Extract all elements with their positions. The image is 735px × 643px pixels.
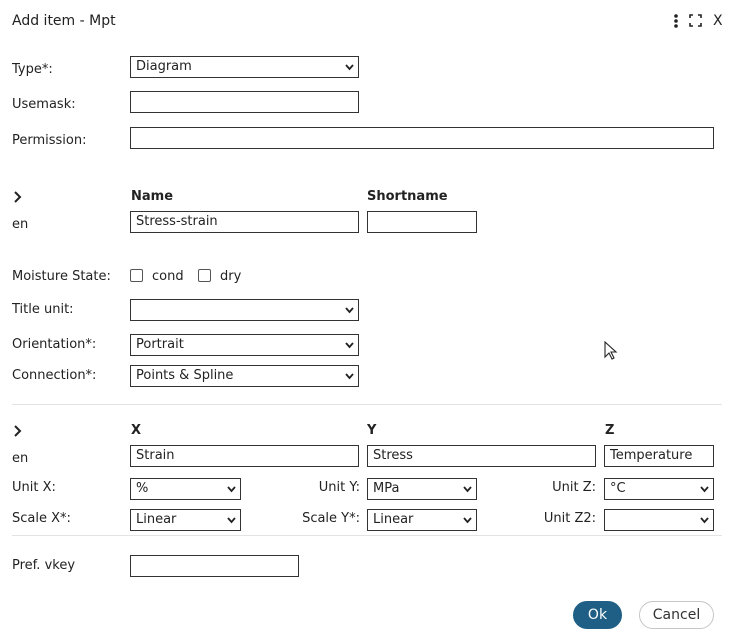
unit-y-value: MPa: [373, 481, 400, 496]
orientation-label: Orientation*:: [12, 337, 97, 352]
scale-y-label: Scale Y*:: [302, 511, 360, 526]
unit-x-label: Unit X:: [12, 480, 56, 495]
cancel-button[interactable]: Cancel: [639, 601, 714, 629]
usemask-input[interactable]: [130, 91, 359, 113]
unit-z-select[interactable]: [604, 478, 714, 500]
unit-z-label: Unit Z:: [552, 480, 596, 495]
title-unit-select[interactable]: [130, 299, 359, 321]
type-label: Type*:: [12, 62, 53, 77]
usemask-label: Usemask:: [12, 97, 76, 112]
x-header: X: [131, 423, 142, 438]
orientation-value: Portrait: [136, 337, 184, 352]
chevron-down-icon: [345, 306, 353, 314]
shortname-header: Shortname: [367, 189, 448, 204]
y-header: Y: [367, 423, 377, 438]
chevron-down-icon: [345, 63, 353, 71]
dry-checkbox[interactable]: [198, 269, 211, 282]
shortname-input[interactable]: [367, 211, 477, 233]
unit-y-select[interactable]: [367, 478, 477, 500]
mouse-cursor-icon: [604, 341, 618, 361]
chevron-down-icon: [700, 485, 708, 493]
dry-label: dry: [220, 269, 242, 284]
chevron-down-icon: [345, 372, 353, 380]
z-input[interactable]: Temperature: [604, 445, 714, 467]
divider: [12, 535, 722, 536]
unit-z2-select[interactable]: [604, 509, 714, 531]
vertical-dots-icon[interactable]: [672, 13, 680, 29]
maximize-icon[interactable]: [689, 14, 702, 27]
dialog-title: Add item - Mpt: [12, 13, 116, 29]
type-select[interactable]: [130, 56, 359, 78]
permission-label: Permission:: [12, 133, 87, 148]
unit-z2-label: Unit Z2:: [543, 511, 596, 526]
unit-y-label: Unit Y:: [318, 480, 360, 495]
y-input[interactable]: Stress: [367, 445, 596, 467]
chevron-down-icon: [700, 516, 708, 524]
cond-label: cond: [152, 269, 184, 284]
connection-value: Points & Spline: [136, 368, 234, 383]
permission-input[interactable]: [130, 127, 714, 149]
scale-x-value: Linear: [136, 512, 177, 527]
ok-button[interactable]: Ok: [573, 601, 622, 629]
close-button[interactable]: X: [713, 13, 723, 29]
chevron-down-icon: [463, 485, 471, 493]
chevron-down-icon: [345, 341, 353, 349]
unit-x-select[interactable]: [130, 478, 241, 500]
chevron-down-icon: [227, 516, 235, 524]
x-input[interactable]: Strain: [130, 445, 359, 467]
pref-vkey-label: Pref. vkey: [12, 558, 76, 573]
chevron-right-icon[interactable]: [13, 191, 23, 203]
scale-x-select[interactable]: [130, 509, 241, 531]
chevron-down-icon: [227, 485, 235, 493]
name-input[interactable]: Stress-strain: [130, 211, 359, 233]
chevron-down-icon: [463, 516, 471, 524]
scale-x-label: Scale X*:: [12, 511, 71, 526]
name-language: en: [12, 217, 29, 232]
name-header: Name: [131, 189, 174, 204]
axes-language: en: [12, 451, 29, 466]
unit-z-value: °C: [610, 481, 626, 496]
scale-y-select[interactable]: [367, 509, 477, 531]
orientation-select[interactable]: [130, 334, 359, 356]
divider: [12, 404, 722, 405]
connection-select[interactable]: [130, 365, 359, 387]
connection-label: Connection*:: [12, 368, 97, 383]
type-select-value: Diagram: [136, 59, 192, 74]
unit-x-value: %: [136, 481, 149, 496]
title-unit-label: Title unit:: [12, 302, 74, 317]
pref-vkey-input[interactable]: [130, 555, 299, 577]
chevron-right-icon[interactable]: [13, 425, 23, 437]
cond-checkbox[interactable]: [130, 269, 143, 282]
scale-y-value: Linear: [373, 512, 414, 527]
z-header: Z: [605, 423, 615, 438]
moisture-label: Moisture State:: [12, 269, 111, 284]
